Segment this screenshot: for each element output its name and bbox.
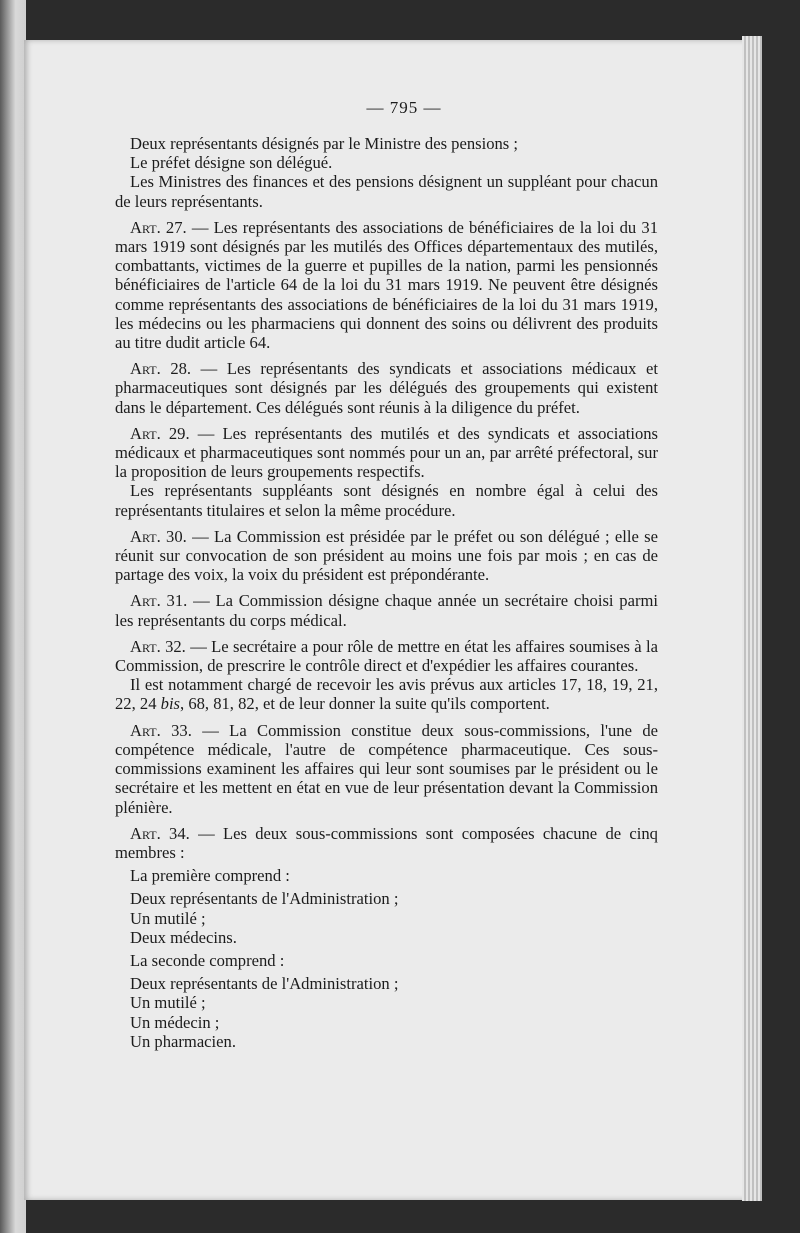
paragraph: Les représentants suppléants sont désignés en nombre égal à celui des représentants titulaires et selon la même procédure. (115, 481, 658, 520)
list-heading: La seconde comprend : (130, 950, 285, 970)
text-span-italic: bis (160, 694, 181, 714)
article-label: Art. 30. (130, 526, 187, 546)
list-item: Deux représentants de l'Administration ; (130, 889, 399, 909)
article-31 (115, 591, 658, 629)
article-28 (115, 359, 658, 417)
article-label: Art. 28. (130, 359, 192, 379)
article-text: — La Commission constitue deux sous-commissions, l'une de compétence médicale, l'autre de compétence pharmaceutique. Ces sous-commissions examinent les affaires qui leur sont soumises par le président ou le secrétaire et les mettent en état en vue de leur présentation devant la Commission plénière. (115, 720, 658, 817)
list-item: Deux représentants de l'Administration ; (130, 974, 399, 994)
paragraph: Les Ministres des finances et des pensions désignent un suppléant pour chacun de leurs représentants. (115, 172, 658, 211)
article-text: — La Commission est présidée par le préfet ou son délégué ; elle se réunit sur convocation de son président au moins une fois par mois ; en cas de partage des voix, la voix du président est prépondérante. (115, 526, 658, 585)
article-text: — La Commission désigne chaque année un secrétaire choisi parmi les représentants du corps médical. (115, 591, 659, 630)
article-32 (115, 637, 658, 675)
article-34 (115, 824, 658, 862)
facing-page-edge (0, 0, 26, 1233)
article-29 (115, 424, 658, 482)
paragraph: Le préfet désigne son délégué. (130, 153, 333, 173)
article-label: Art. 29. (130, 423, 190, 443)
text-span: , 68, 81, 82, et de leur donner la suite qu'ils comportent. (180, 694, 550, 714)
article-27 (115, 218, 658, 352)
list-item: Un mutilé ; (130, 908, 206, 928)
page-body (115, 134, 658, 1051)
article-text: — Le secrétaire a pour rôle de mettre en état les affaires soumises à la Commission, de prescrire le contrôle direct et d'expédier les affaires courantes. (115, 636, 658, 676)
list-item: Un médecin ; (130, 1012, 220, 1032)
paragraph (115, 675, 658, 713)
paragraph: Deux représentants désignés par le Ministre des pensions ; (130, 134, 519, 153)
page-number: — 795 — (366, 98, 442, 117)
article-33 (115, 721, 658, 817)
list-item: Un mutilé ; (130, 993, 206, 1013)
list-item: Un pharmacien. (130, 1031, 236, 1051)
text-span: Il est notamment chargé de recevoir les avis prévus aux articles 17, 18, 19, 21, 22, 24 (115, 675, 658, 714)
article-label: Art. 33. (130, 720, 192, 740)
article-label: Art. 32. (130, 636, 186, 656)
article-text: — Les représentants des mutilés et des syndicats et associations médicaux et pharmaceutiques sont nommés pour un an, par arrêté préfectoral, sur la proposition de leurs groupements respectifs. (115, 423, 658, 482)
page-stack-edges (742, 36, 762, 1201)
article-text: — Les représentants des syndicats et associations médicaux et pharmaceutiques sont désignés par les délégués des groupements qui existent dans le département. Ces délégués sont réunis à la diligence du préfet. (115, 359, 658, 417)
list-item: Deux médecins. (130, 927, 237, 947)
article-label: Art. 34. (130, 823, 190, 843)
article-text: — Les deux sous-commissions sont composées chacune de cinq membres : (115, 823, 658, 862)
list-heading: La première comprend : (130, 866, 290, 886)
article-label: Art. 31. (130, 591, 188, 611)
article-30 (115, 527, 658, 585)
article-label: Art. 27. (130, 217, 187, 237)
article-text: — Les représentants des associations de bénéficiaires de la loi du 31 mars 1919 sont désignés par les mutilés des Offices départementaux des mutilés, combattants, victimes de la guerre et pupilles de la nation, parmi les pensionnés bénéficiaires de l'article 64 de la loi du 31 mars 1919. Ne peuvent être désignés comme représentants des associations de bénéficiaires de la loi du 31 mars 1919, les médecins ou les pharmaciens qui donnent des soins ou délivrent des produits au titre dudit article 64. (115, 217, 658, 353)
